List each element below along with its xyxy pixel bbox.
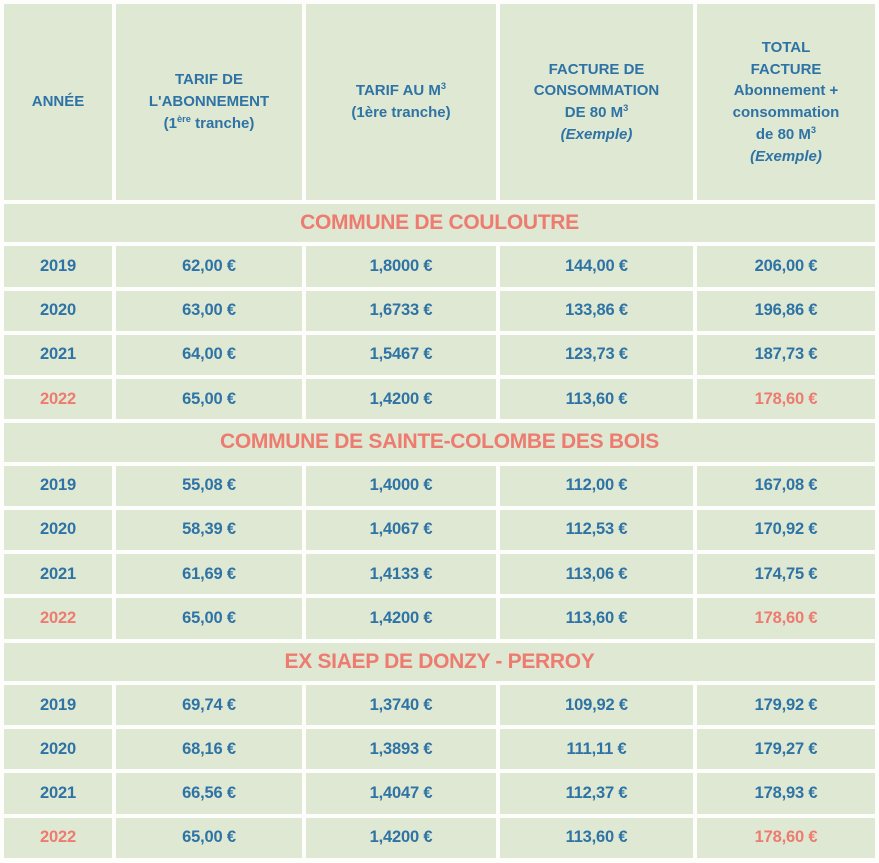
total-cell: 178,93 € bbox=[697, 773, 875, 813]
abonnement-cell: 65,00 € bbox=[116, 598, 302, 638]
total-cell: 187,73 € bbox=[697, 335, 875, 375]
year-cell: 2020 bbox=[4, 729, 112, 769]
col-header-total-line2: FACTURE bbox=[750, 60, 822, 78]
total-cell: 178,60 € bbox=[697, 598, 875, 638]
total-cell: 179,92 € bbox=[697, 685, 875, 725]
section-header-donzy-perroy bbox=[4, 643, 875, 681]
total-cell: 178,60 € bbox=[697, 818, 875, 858]
section-header-couloutre bbox=[4, 204, 875, 242]
col-header-total-example: (Exemple) bbox=[750, 147, 822, 165]
tarif-m3-cell: 1,8000 € bbox=[306, 246, 496, 286]
tarif-m3-cell: 1,4200 € bbox=[306, 379, 496, 419]
col-header-total-line3: Abonnement + bbox=[733, 82, 839, 100]
col-header-tarif-m3 bbox=[306, 4, 496, 200]
year-cell: 2019 bbox=[4, 246, 112, 286]
abonnement-cell: 64,00 € bbox=[116, 335, 302, 375]
tarif-m3-cell: 1,4000 € bbox=[306, 466, 496, 506]
col-header-abonnement-line2: L'ABONNEMENT bbox=[148, 93, 270, 111]
abonnement-cell: 65,00 € bbox=[116, 379, 302, 419]
section-title: COMMUNE DE COULOUTRE bbox=[4, 204, 875, 242]
col-header-facture-line3: DE 80 $M^3$ bbox=[564, 103, 629, 121]
section-title: EX SIAEP DE DONZY - PERROY bbox=[4, 643, 875, 681]
col-header-facture-line1: FACTURE DE bbox=[548, 60, 645, 78]
col-header-annee bbox=[4, 4, 112, 200]
facture-cell: 123,73 € bbox=[500, 335, 693, 375]
table-row bbox=[4, 379, 875, 419]
table-row bbox=[4, 598, 875, 638]
total-cell: 206,00 € bbox=[697, 246, 875, 286]
col-header-abonnement-paren: (1ère tranche) bbox=[163, 113, 255, 132]
facture-cell: 113,60 € bbox=[500, 379, 693, 419]
facture-cell: 113,06 € bbox=[500, 554, 693, 594]
tarif-m3-cell: 1,4133 € bbox=[306, 554, 496, 594]
facture-cell: 133,86 € bbox=[500, 291, 693, 331]
col-header-facture-line2: CONSOMMATION bbox=[533, 82, 660, 100]
year-cell: 2021 bbox=[4, 335, 112, 375]
col-header-facture-example: (Exemple) bbox=[560, 125, 633, 143]
table-row bbox=[4, 685, 875, 725]
abonnement-cell: 66,56 € bbox=[116, 773, 302, 813]
year-cell: 2022 bbox=[4, 379, 112, 419]
table-row bbox=[4, 291, 875, 331]
facture-cell: 112,37 € bbox=[500, 773, 693, 813]
year-cell: 2020 bbox=[4, 291, 112, 331]
year-cell: 2021 bbox=[4, 773, 112, 813]
section-header-sainte-colombe bbox=[4, 423, 875, 461]
total-cell: 178,60 € bbox=[697, 379, 875, 419]
facture-cell: 112,53 € bbox=[500, 510, 693, 550]
tarif-m3-cell: 1,4067 € bbox=[306, 510, 496, 550]
col-header-abonnement bbox=[116, 4, 302, 200]
facture-cell: 112,00 € bbox=[500, 466, 693, 506]
col-header-total-line1: TOTAL bbox=[761, 38, 811, 56]
year-cell: 2019 bbox=[4, 685, 112, 725]
section-title: COMMUNE DE SAINTE-COLOMBE DES BOIS bbox=[4, 423, 875, 461]
abonnement-cell: 62,00 € bbox=[116, 246, 302, 286]
tarif-m3-cell: 1,3740 € bbox=[306, 685, 496, 725]
total-cell: 179,27 € bbox=[697, 729, 875, 769]
col-header-facture bbox=[500, 4, 693, 200]
year-cell: 2022 bbox=[4, 598, 112, 638]
table-row bbox=[4, 773, 875, 813]
abonnement-cell: 61,69 € bbox=[116, 554, 302, 594]
facture-cell: 109,92 € bbox=[500, 685, 693, 725]
abonnement-cell: 68,16 € bbox=[116, 729, 302, 769]
tarif-m3-cell: 1,5467 € bbox=[306, 335, 496, 375]
year-cell: 2020 bbox=[4, 510, 112, 550]
col-header-annee-label: ANNÉE bbox=[31, 93, 85, 111]
tarif-m3-cell: 1,4200 € bbox=[306, 818, 496, 858]
header-row bbox=[4, 4, 875, 200]
table-row bbox=[4, 818, 875, 858]
tarif-m3-cell: 1,4047 € bbox=[306, 773, 496, 813]
facture-cell: 144,00 € bbox=[500, 246, 693, 286]
col-header-tarif-m3-title: TARIF AU $M^3$ bbox=[355, 81, 447, 100]
total-cell: 167,08 € bbox=[697, 466, 875, 506]
table-row bbox=[4, 729, 875, 769]
abonnement-cell: 63,00 € bbox=[116, 291, 302, 331]
col-header-total bbox=[697, 4, 875, 200]
total-cell: 170,92 € bbox=[697, 510, 875, 550]
total-cell: 196,86 € bbox=[697, 291, 875, 331]
tarif-m3-cell: 1,3893 € bbox=[306, 729, 496, 769]
col-header-tarif-m3-paren: (1ère tranche) bbox=[351, 104, 451, 121]
tarif-m3-cell: 1,4200 € bbox=[306, 598, 496, 638]
table-row bbox=[4, 554, 875, 594]
facture-cell: 113,60 € bbox=[500, 598, 693, 638]
table-row bbox=[4, 510, 875, 550]
tarif-m3-cell: 1,6733 € bbox=[306, 291, 496, 331]
abonnement-cell: 65,00 € bbox=[116, 818, 302, 858]
abonnement-cell: 69,74 € bbox=[116, 685, 302, 725]
total-cell: 174,75 € bbox=[697, 554, 875, 594]
year-cell: 2021 bbox=[4, 554, 112, 594]
table-row bbox=[4, 466, 875, 506]
col-header-total-line4: consommation bbox=[732, 104, 840, 121]
facture-cell: 111,11 € bbox=[500, 729, 693, 769]
year-cell: 2022 bbox=[4, 818, 112, 858]
table-row bbox=[4, 335, 875, 375]
abonnement-cell: 55,08 € bbox=[116, 466, 302, 506]
facture-cell: 113,60 € bbox=[500, 818, 693, 858]
col-header-total-line5: de 80 $M^3$ bbox=[755, 124, 817, 143]
year-cell: 2019 bbox=[4, 466, 112, 506]
table-row bbox=[4, 246, 875, 286]
col-header-abonnement-line1: TARIF DE bbox=[174, 71, 244, 89]
abonnement-cell: 58,39 € bbox=[116, 510, 302, 550]
